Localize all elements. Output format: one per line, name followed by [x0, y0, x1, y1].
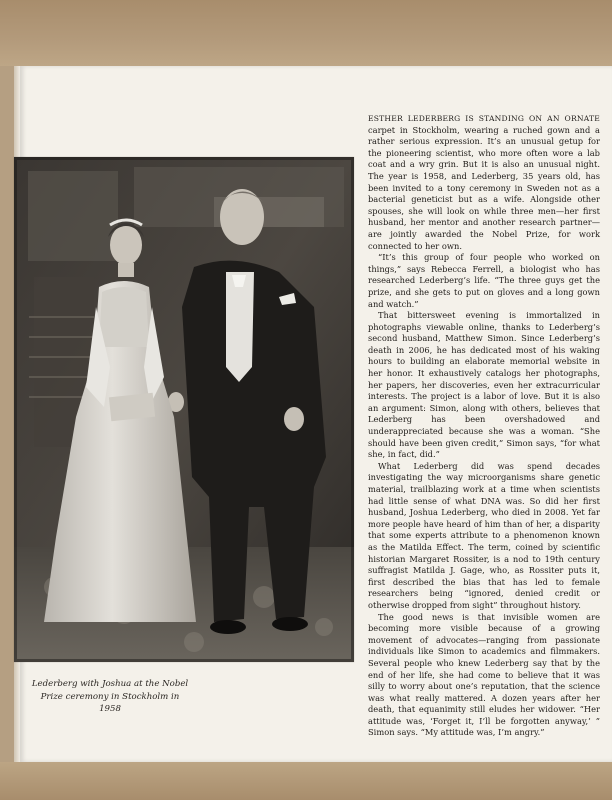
- article-paragraph-2: “It’s this group of four people who worked on things,” says Rebecca Ferrell, a biologist who has researched Lederberg’s life. “The three guys get the prize, and she gets to put on gloves and a long gown and watch.”: [368, 252, 600, 309]
- article-paragraph-4: What Lederberg did was spend decades investigating the way microorganisms share genetic material, trailblazing work at a time when scientists had little sense of what DNA was. So did her first husband, Joshua Lederberg, who died in 2008. Yet far more people have heard of him than of her, a disparity that some experts attribute to a phenomenon known as the Matilda Effect. The term, coined by scientific historian Margaret Rossiter, is a nod to 19th century suffragist Matilda J. Gage, who, as Rossiter puts it, first described the bias that has led to female researchers being “ignored, denied credit or otherwise dropped from sight” throughout history.: [368, 460, 600, 610]
- top-background-band: [0, 0, 612, 66]
- article-lead-in: ESTHER LEDERBERG IS STANDING ON AN ORNATE: [368, 114, 600, 123]
- article-paragraph-1: [368, 113, 600, 252]
- article-paragraph-5: The good news is that invisible women are becoming more visible because of a growing movement of advocates—ranging from passionate individuals like Simon to academics and filmmakers. Several people who knew Lederberg say that by the end of her life, she had come to believe that it was silly to worry about one’s reputation, that the science was what really mattered. A dozen years after her death, that equanimity still eludes her widower. “Her attitude was, ‘Forget it, I’ll be forgotten anyway,’ ” Simon says. “My attitude was, I’m angry.”: [368, 611, 600, 738]
- article-paragraph-3: That bittersweet evening is immortalized in photographs viewable online, thanks to Lederberg’s second husband, Matthew Simon. Since Lederberg’s death in 2006, he has dedicated most of his waking hours to building an elaborate memorial website in her honor. It exhaustively catalogs her photographs, her papers, her discoveries, even her extracurricular interests. The project is a labor of love. But it is also an argument: Simon, along with others, believes that Lederberg has been overshadowed and underappreciated because she was a woman. “She should have been given credit,” Simon says, “for what she, in fact, did.”: [368, 310, 600, 460]
- bottom-background-band: [0, 762, 612, 800]
- ceremony-photo: [14, 157, 354, 662]
- photo-caption: Lederberg with Joshua at the Nobel Prize ceremony in Stockholm in 1958: [31, 679, 189, 714]
- photo-illustration: [14, 157, 354, 662]
- article-paragraph-1-text: carpet in Stockholm, wearing a ruched gown and a rather serious expression. It’s an unusual getup for the pioneering scientist, who more often wore a lab coat and a wry grin. But it is also an unusual night. The year is 1958, and Lederberg, 35 years old, has been invited to a tony ceremony in Sweden not as a bacterial geneticist but as a wife. Alongside other spouses, she will look on while three men—her first husband, her mentor and another research partner—are jointly awarded the Nobel Prize, for work connected to her own.: [368, 124, 600, 251]
- article-body: [368, 113, 600, 739]
